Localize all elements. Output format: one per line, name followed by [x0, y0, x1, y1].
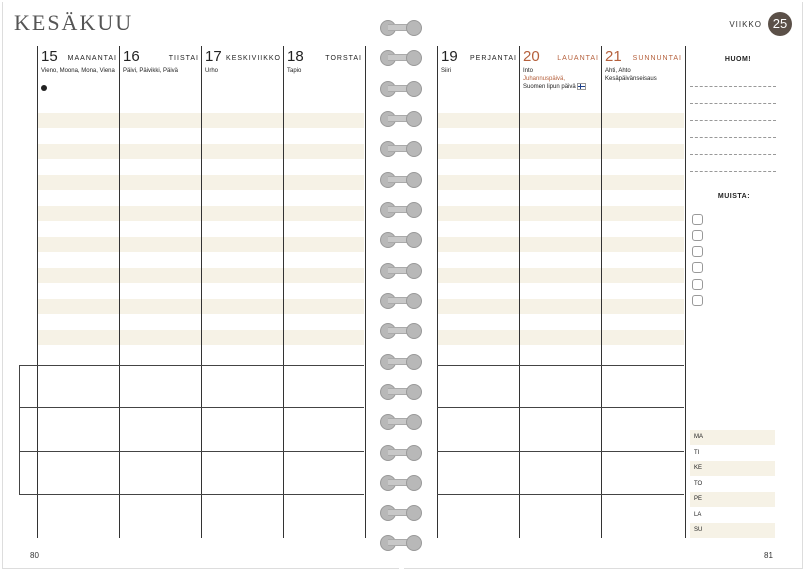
day-number: 21: [605, 48, 622, 65]
notes-title: HUOM!: [724, 56, 752, 63]
checkbox[interactable]: [692, 295, 703, 306]
checkbox[interactable]: [692, 246, 703, 257]
binding-ring-icon: [378, 232, 424, 248]
flag-day-label: Suomen lipun päivä: [523, 84, 576, 91]
binding-ring-icon: [378, 141, 424, 157]
day-number: 20: [523, 48, 540, 65]
binding-ring-icon: [378, 475, 424, 491]
binding-ring-icon: [378, 20, 424, 36]
binding-ring-icon: [378, 172, 424, 188]
binding-ring-icon: [378, 414, 424, 430]
weekday-row-la[interactable]: LA: [694, 512, 702, 518]
weekday-row-to[interactable]: TO: [694, 481, 703, 487]
grid-line: [437, 451, 684, 452]
binding-ring-icon: [378, 50, 424, 66]
grid-line: [19, 494, 364, 495]
notes-line[interactable]: [690, 103, 776, 104]
binding-ring-icon: [378, 535, 424, 551]
day-column-20[interactable]: [519, 46, 599, 538]
day-number: 15: [41, 48, 58, 65]
day-number: 16: [123, 48, 140, 65]
notes-line[interactable]: [690, 137, 776, 138]
grid-line: [19, 407, 364, 408]
notes-line[interactable]: [690, 154, 776, 155]
binding-ring-icon: [378, 384, 424, 400]
day-column-15[interactable]: [37, 46, 117, 538]
special-day-text: Kesäpäivänseisaus: [605, 75, 657, 82]
name-days: Urho: [205, 68, 219, 74]
day-name: PERJANTAI: [470, 55, 517, 62]
binding-ring-icon: [378, 263, 424, 279]
grid-line: [19, 365, 20, 494]
weekday-row-pe[interactable]: PE: [690, 492, 775, 507]
day-name: LAUANTAI: [557, 55, 599, 62]
checkbox[interactable]: [692, 214, 703, 225]
name-day-text: Ahti, Ahto: [605, 68, 631, 74]
binding-ring-icon: [378, 293, 424, 309]
checkbox[interactable]: [692, 262, 703, 273]
finnish-flag-icon: [577, 83, 586, 90]
notes-line[interactable]: [690, 120, 776, 121]
binding-ring-icon: [378, 354, 424, 370]
day-number: 18: [287, 48, 304, 65]
name-days: Siiri: [441, 68, 451, 74]
grid-line: [437, 494, 684, 495]
checkbox[interactable]: [692, 230, 703, 241]
day-name: TIISTAI: [168, 55, 199, 62]
holiday-name: Juhannuspäivä,: [523, 75, 566, 82]
page-number-right: 81: [764, 551, 773, 560]
day-column-16[interactable]: [119, 46, 199, 538]
weekday-row-ti[interactable]: TI: [694, 450, 700, 456]
name-day-text: Into: [523, 68, 534, 74]
day-name: TORSTAI: [325, 55, 362, 62]
binding-ring-icon: [378, 323, 424, 339]
weekday-row-ke[interactable]: KE: [690, 461, 775, 476]
binding-ring-icon: [378, 111, 424, 127]
binding-ring-icon: [378, 202, 424, 218]
day-name: SUNNUNTAI: [632, 55, 682, 62]
binding-ring-icon: [378, 505, 424, 521]
name-days: [605, 68, 683, 83]
name-days: Tapio: [287, 68, 302, 74]
name-days: [523, 68, 601, 92]
day-column-18[interactable]: [283, 46, 366, 538]
day-name: MAANANTAI: [67, 55, 117, 62]
checkbox[interactable]: [692, 279, 703, 290]
binding-ring-icon: [378, 81, 424, 97]
remember-title: MUISTA:: [717, 193, 751, 200]
grid-line: [19, 365, 364, 366]
flag-day-text: [523, 83, 601, 92]
day-number: 17: [205, 48, 222, 65]
week-label: VIIKKO: [729, 20, 762, 29]
name-days: Vieno, Moona, Mona, Viena: [41, 68, 115, 74]
weekday-row-ma[interactable]: MA: [690, 430, 775, 445]
moon-phase-icon: [41, 85, 47, 91]
grid-line: [437, 365, 684, 366]
day-name: KESKIVIIKKO: [226, 55, 281, 62]
notes-line[interactable]: [690, 171, 776, 172]
week-number-badge: 25: [768, 12, 792, 36]
grid-line: [437, 407, 684, 408]
page-number-left: 80: [30, 551, 39, 560]
weekday-row-su[interactable]: SU: [690, 523, 775, 538]
month-title: KESÄKUU: [14, 10, 134, 35]
name-days: Päivi, Päivikki, Päivä: [123, 68, 179, 74]
notes-line[interactable]: [690, 86, 776, 87]
grid-line: [19, 451, 364, 452]
day-column-21[interactable]: [601, 46, 686, 538]
spiral-binding: [378, 14, 424, 554]
binding-ring-icon: [378, 445, 424, 461]
day-column-19[interactable]: [437, 46, 517, 538]
day-number: 19: [441, 48, 458, 65]
day-column-17[interactable]: [201, 46, 281, 538]
